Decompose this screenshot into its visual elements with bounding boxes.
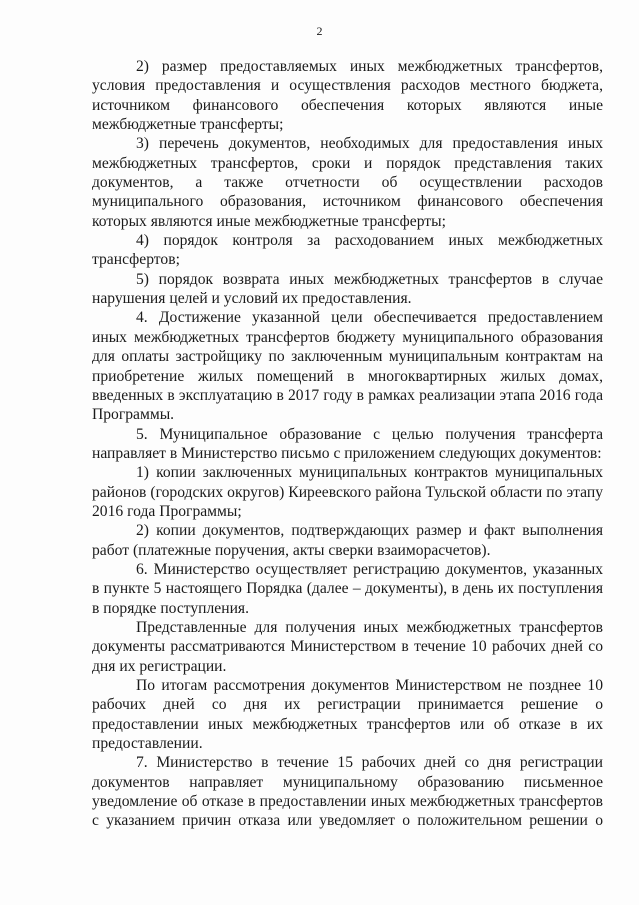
paragraph-review-period: Представленные для получения иных межбюджетных трансфертов документы рассматриваются Министерством в течение 10 рабочих дней со дня их регистрации. [92,618,603,675]
paragraph-decision: По итогам рассмотрения документов Министерством не позднее 10 рабочих дней со дня их регистрации принимается решение о предоставлении иных межбюджетных трансфертов или об отказе в их предоставлении. [92,677,603,753]
paragraph-item-3: 3) перечень документов, необходимых для предоставления иных межбюджетных трансфертов, сроки и порядок представления таких документов, а также отчетности об осуществлении расходов муниципального образования, источником финансового обеспечения которых являются иные межбюджетные трансферты; [92,135,603,230]
paragraph-section-6: 6. Министерство осуществляет регистрацию документов, указанных в пункте 5 настоящего Порядка (далее – документы), в день их поступления в порядке поступления. [92,560,603,617]
paragraph-item-4: 4) порядок контроля за расходованием иных межбюджетных трансфертов; [92,232,603,269]
paragraph-document-1: 1) копии заключенных муниципальных контрактов муниципальных районов (городских округов) Киреевского района Тульской области по этапу 2016 года Программы; [92,464,603,520]
paragraph-section-7: 7. Министерство в течение 15 рабочих дней со дня регистрации документов направляет муниципальному образованию письменное уведомление об отказе в предоставлении иных межбюджетных трансфертов с указанием причин отказа или уведомляет о положительном решении о [92,754,603,830]
document-body [92,57,603,831]
paragraph-item-2: 2) размер предоставляемых иных межбюджетных трансфертов, условия предоставления и осуществления расходов местного бюджета, источником финансового обеспечения которых являются иные межбюджетные трансферты; [92,58,603,134]
paragraph-section-5: 5. Муниципальное образование с целью получения трансферта направляет в Министерство письмо с приложением следующих документов: [92,425,603,462]
paragraph-document-2: 2) копии документов, подтверждающих размер и факт выполнения работ (платежные поручения, акты сверки взаиморасчетов). [92,522,603,559]
page-number: 2 [316,24,323,38]
paragraph-item-5: 5) порядок возврата иных межбюджетных трансфертов в случае нарушения целей и условий их предоставления. [92,270,603,308]
paragraph-section-4: 4. Достижение указанной цели обеспечивается предоставлением иных межбюджетных трансфертов бюджету муниципального образования для оплаты застройщику по заключенным муниципальным контрактам на приобретение жилых помещений в многоквартирных жилых домах, введенных в эксплуатацию в 2017 году в рамках реализации этапа 2016 года Программы. [92,309,603,424]
